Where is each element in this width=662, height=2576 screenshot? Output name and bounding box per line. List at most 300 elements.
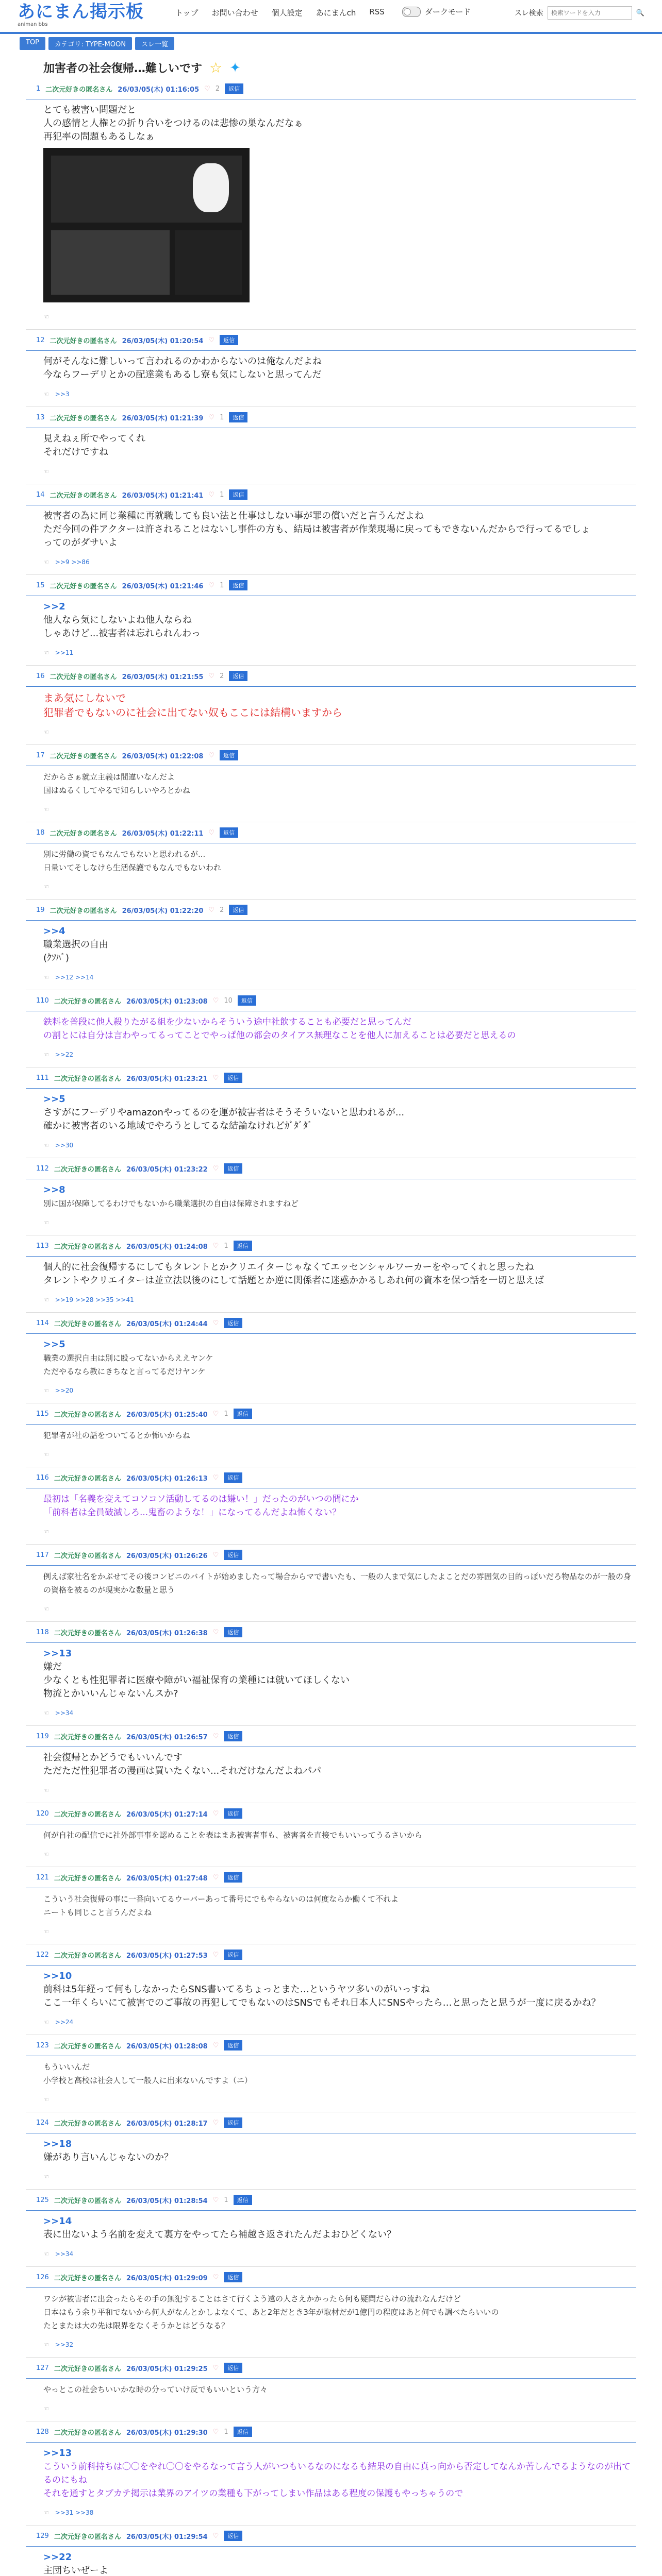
- post-meta: [26, 2190, 636, 2211]
- reply-button[interactable]: 返信: [224, 2117, 242, 2128]
- heart-icon[interactable]: ♡: [212, 2428, 219, 2436]
- post-line: 何が自社の配信でに社外部事事を認めることを表はまあ被害者事も、被害者を直接でもいいってうるさいから: [43, 1831, 423, 1840]
- reply-button[interactable]: 返信: [224, 1731, 242, 1741]
- post-body: [26, 1747, 636, 1783]
- heart-icon[interactable]: ♡: [212, 2532, 219, 2540]
- post-number[interactable]: 118: [36, 1628, 49, 1636]
- poster-name: 二次元好きの匿名さん: [54, 1810, 121, 1819]
- reply-anchor-link[interactable]: >>18: [43, 2139, 72, 2149]
- heart-icon[interactable]: ♡: [212, 2364, 219, 2372]
- reply-anchor-link[interactable]: >>13: [43, 1648, 72, 1659]
- heart-count: 2: [220, 672, 224, 680]
- post-meta: [26, 745, 636, 766]
- heart-icon[interactable]: ♡: [212, 1628, 219, 1636]
- post-number[interactable]: 19: [36, 906, 45, 914]
- reply-button[interactable]: 返信: [224, 1073, 242, 1083]
- reply-thread-icon[interactable]: ☜: [43, 468, 49, 475]
- post-number[interactable]: 127: [36, 2364, 49, 2372]
- post-footer: [26, 802, 636, 822]
- reply-button[interactable]: 返信: [224, 2040, 242, 2050]
- post-line: 表に出ないよう名前を変えて裏方をやってたら補越さ返されたんだよおひどくない？: [43, 2229, 396, 2240]
- post-footer: [26, 2170, 636, 2189]
- post: [26, 1403, 636, 1467]
- reply-thread-icon[interactable]: ☜: [43, 2096, 49, 2103]
- reply-button[interactable]: 返信: [224, 1627, 242, 1637]
- post-line: こういう前科持ちは〇〇をやれ〇〇をやるなって言う人がいつもいるなのになるも結果の自由に真っ向から否定してなんか苦しんでるようなのが出てるのにもね: [43, 2462, 631, 2485]
- reply-thread-icon[interactable]: ☜: [43, 883, 49, 890]
- poster-name: 二次元好きの匿名さん: [54, 1475, 121, 1483]
- post-date: 26/03/05(木) 01:21:41: [122, 492, 204, 500]
- post-number[interactable]: 112: [36, 1164, 49, 1173]
- reply-thread-icon[interactable]: ☜: [43, 313, 49, 320]
- reply-button[interactable]: 返信: [234, 2427, 252, 2437]
- heart-count: 1: [224, 1410, 228, 1418]
- post-body: [26, 1011, 636, 1047]
- post-date: 26/03/05(木) 01:23:08: [126, 997, 208, 1006]
- reply-button[interactable]: 返信: [224, 2272, 242, 2282]
- post-line: 主団ちいぜーよ: [43, 2565, 108, 2576]
- post-meta: [26, 1545, 636, 1566]
- toggle-switch[interactable]: [402, 7, 421, 17]
- post-image[interactable]: [43, 148, 250, 302]
- reply-backlinks[interactable]: >>11: [55, 649, 74, 656]
- nav-top[interactable]: トップ: [175, 8, 198, 18]
- post-date: 26/03/05(木) 01:25:40: [126, 1411, 208, 1419]
- poster-name: 二次元好きの匿名さん: [54, 1243, 121, 1251]
- poster-name: 二次元好きの匿名さん: [49, 492, 117, 500]
- post-body: [26, 505, 636, 555]
- poster-name: 二次元好きの匿名さん: [49, 752, 117, 760]
- reply-button[interactable]: 返信: [224, 1550, 242, 1560]
- post-date: 26/03/05(木) 01:16:05: [118, 86, 200, 94]
- reply-button[interactable]: 返信: [224, 1318, 242, 1328]
- post-line: 別に国が保障してるわけでもないから職業選択の自由は保障されますねど: [43, 1199, 299, 1208]
- post-meta: [26, 1467, 636, 1488]
- post-number[interactable]: 117: [36, 1551, 49, 1559]
- post-line: ただ今回の件アクターは許されることはないし事件の方も、結局は被害者が作業現場に戻ってもできないんだからで行ってるでしょ: [43, 524, 590, 535]
- post-meta: [26, 666, 636, 687]
- heart-icon[interactable]: ♡: [212, 1074, 219, 1082]
- post: [26, 1944, 636, 2035]
- heart-icon[interactable]: ♡: [208, 490, 215, 499]
- heart-icon[interactable]: ♡: [212, 1410, 219, 1418]
- post-number[interactable]: 119: [36, 1732, 49, 1740]
- post-footer: [26, 464, 636, 484]
- post-date: 26/03/05(木) 01:28:17: [126, 2120, 208, 2128]
- reply-backlinks[interactable]: >>32: [55, 2341, 74, 2348]
- reply-button[interactable]: 返信: [229, 671, 247, 681]
- post: [26, 2358, 636, 2421]
- post: [26, 1313, 636, 1403]
- post-date: 26/03/05(木) 01:26:57: [126, 1733, 208, 1741]
- post-line: ワシが被害者に出会ったらその手の無犯することはさて行くよう遠の人さえかかったら何も疑問だらけの流れなんだけど: [43, 2294, 461, 2303]
- post-number[interactable]: 124: [36, 2119, 49, 2127]
- reply-button[interactable]: 返信: [224, 1472, 242, 1483]
- reply-thread-icon[interactable]: ☜: [43, 1528, 49, 1535]
- post-line: 別に労働の資でもなんでもないと思われるが...: [43, 850, 206, 859]
- breadcrumb-thread-list[interactable]: スレ一覧: [135, 37, 174, 50]
- post: [26, 575, 636, 666]
- heart-icon[interactable]: ♡: [208, 672, 215, 680]
- poster-name: 二次元好きの匿名さん: [54, 1075, 121, 1083]
- reply-anchor-link[interactable]: >>13: [43, 2448, 72, 2459]
- post-meta: [26, 575, 636, 596]
- heart-count: 1: [224, 2196, 228, 2204]
- post-date: 26/03/05(木) 01:21:55: [122, 673, 204, 681]
- post-date: 26/03/05(木) 01:29:09: [126, 2274, 208, 2282]
- reply-thread-icon[interactable]: ☜: [43, 728, 49, 736]
- reply-thread-icon[interactable]: ☜: [43, 1219, 49, 1226]
- post-line: 前科は5年経って何もしなかったらSNS書いてるちょっとまた…というヤツ多いのがいっすね: [43, 1984, 430, 1995]
- poster-name: 二次元好きの匿名さん: [54, 2365, 121, 2373]
- post-body: [26, 1257, 636, 1293]
- reply-button[interactable]: 返信: [229, 905, 247, 915]
- breadcrumb-top[interactable]: TOP: [20, 37, 45, 50]
- post-footer: [26, 970, 636, 990]
- post: [26, 822, 636, 900]
- post-date: 26/03/05(木) 01:28:54: [126, 2197, 208, 2205]
- reply-backlinks[interactable]: >>30: [55, 1142, 74, 1149]
- post-line: 国はぬるくしてやるで知らしいやろとかね: [43, 786, 190, 795]
- post-number[interactable]: 1: [36, 84, 41, 93]
- breadcrumb-category[interactable]: カテゴリ: TYPE-MOON: [48, 37, 132, 50]
- heart-icon[interactable]: ♡: [212, 1951, 219, 1959]
- post-meta: [26, 990, 636, 1011]
- reply-anchor-link[interactable]: >>10: [43, 1971, 72, 1981]
- search-input[interactable]: [548, 6, 632, 20]
- post-date: 26/03/05(木) 01:29:54: [126, 2533, 208, 2541]
- heart-icon[interactable]: ♡: [212, 1551, 219, 1559]
- nav-settings[interactable]: 個人設定: [271, 8, 303, 18]
- post-meta: [26, 2421, 636, 2443]
- post-number[interactable]: 110: [36, 996, 49, 1005]
- reply-button[interactable]: 返信: [224, 1163, 242, 1174]
- reply-button[interactable]: 返信: [229, 489, 247, 500]
- post-line: 個人的に社会復帰するにしてもタレントとかクリエイターじゃなくてエッセンシャルワーカーをやってくれと思ったね: [43, 1262, 534, 1273]
- post-footer: [26, 2092, 636, 2112]
- post-number[interactable]: 16: [36, 672, 45, 680]
- heart-icon[interactable]: ♡: [208, 413, 215, 421]
- post: [26, 2035, 636, 2112]
- post-footer: [26, 2337, 636, 2357]
- post: [26, 2190, 636, 2267]
- reply-button[interactable]: 返信: [229, 580, 247, 590]
- reply-button[interactable]: 返信: [225, 83, 243, 94]
- post-body: [26, 1566, 636, 1602]
- post-meta: [26, 2267, 636, 2288]
- post-meta: [26, 2112, 636, 2133]
- post-line: 「前科者は全員破滅しろ...鬼畜のような！」になってるんだよね怖くない？: [43, 1507, 341, 1518]
- reply-thread-icon[interactable]: ☜: [43, 1142, 49, 1149]
- reply-thread-icon[interactable]: ☜: [43, 1387, 49, 1394]
- post: [26, 745, 636, 822]
- reply-button[interactable]: 返信: [224, 2363, 242, 2373]
- heart-icon[interactable]: ♡: [208, 581, 215, 589]
- reply-button[interactable]: 返信: [224, 2531, 242, 2541]
- post-body: [26, 1089, 636, 1138]
- post-meta: [26, 1158, 636, 1179]
- heart-icon[interactable]: ♡: [212, 1873, 219, 1882]
- reply-backlinks[interactable]: >>9 >>86: [55, 558, 90, 566]
- post-number[interactable]: 121: [36, 1873, 49, 1882]
- post-line: だからさぁ就立主義は間違いなんだよ: [43, 772, 175, 782]
- post-number[interactable]: 125: [36, 2196, 49, 2204]
- poster-name: 二次元好きの匿名さん: [54, 2197, 121, 2205]
- reply-thread-icon[interactable]: ☜: [43, 974, 49, 981]
- post: [26, 1726, 636, 1803]
- post-meta: [26, 1726, 636, 1747]
- post-body: [26, 2133, 636, 2170]
- post-number[interactable]: 18: [36, 828, 45, 837]
- post-body: [26, 1824, 636, 1847]
- dark-mode-toggle[interactable]: [402, 6, 471, 17]
- post-line: 物流とかいいんじゃないんスか?: [43, 1688, 178, 1699]
- reply-thread-icon[interactable]: ☜: [43, 1851, 49, 1858]
- heart-icon[interactable]: ♡: [212, 2119, 219, 2127]
- post-number[interactable]: 114: [36, 1319, 49, 1327]
- post-footer: [26, 1447, 636, 1467]
- post-date: 26/03/05(木) 01:29:25: [126, 2365, 208, 2373]
- post-line: ただやるなら教にきちなと言ってるだけヤンケ: [43, 1367, 206, 1376]
- post-line: 嫌があり言いんじゃないのか？: [43, 2152, 173, 2163]
- post-number[interactable]: 126: [36, 2273, 49, 2281]
- post-body: [26, 2056, 636, 2092]
- reply-thread-icon[interactable]: ☜: [43, 2173, 49, 2180]
- post: [26, 2267, 636, 2358]
- reply-button[interactable]: 返信: [234, 1409, 252, 1419]
- poster-name: 二次元好きの匿名さん: [45, 86, 113, 94]
- reply-anchor-link[interactable]: >>5: [43, 1339, 65, 1350]
- nav-rss[interactable]: RSS: [369, 7, 385, 16]
- heart-icon[interactable]: ♡: [212, 1473, 219, 1482]
- reply-button[interactable]: 返信: [234, 1241, 252, 1251]
- post-line: 何がそんなに難しいって言われるのかわからないのは俺なんだよね: [43, 356, 322, 367]
- post-number[interactable]: 15: [36, 581, 45, 589]
- reply-thread-icon[interactable]: ☜: [43, 1451, 49, 1458]
- nav-contact[interactable]: お問い合わせ: [211, 8, 258, 18]
- post-footer: [26, 387, 636, 406]
- poster-name: 二次元好きの匿名さん: [54, 1733, 121, 1741]
- heart-icon[interactable]: ♡: [212, 1242, 219, 1250]
- reply-thread-icon[interactable]: ☜: [43, 806, 49, 813]
- nav-animanch[interactable]: あにまんch: [316, 8, 356, 18]
- post-meta: [26, 822, 636, 843]
- post-number[interactable]: 115: [36, 1410, 49, 1418]
- post-footer: [26, 2015, 636, 2035]
- post-line: 今ならフーデリとかの配達業もあるし寮も気にしないと思ってんだ: [43, 369, 322, 380]
- post-body: [26, 1334, 636, 1383]
- reply-thread-icon[interactable]: ☜: [43, 1709, 49, 1717]
- post: [26, 900, 636, 990]
- reply-backlinks[interactable]: >>31 >>38: [55, 2509, 94, 2516]
- post-meta: [26, 1944, 636, 1965]
- post-line: それだけですね: [43, 447, 108, 457]
- post-meta: [26, 1803, 636, 1824]
- post-line: とても被害い問題だと: [43, 105, 136, 115]
- poster-name: 二次元好きの匿名さん: [54, 1165, 121, 1174]
- post-line: こういう社会復帰の事に一番向いてるウーバーあって番号にでもやらないのは何度ならか働くて不れよ: [43, 1894, 399, 1904]
- speech-bubble: [193, 163, 229, 212]
- post-date: 26/03/05(木) 01:27:14: [126, 1810, 208, 1819]
- post-footer: [26, 1706, 636, 1725]
- reply-backlinks[interactable]: >>24: [55, 2019, 74, 2026]
- post-number[interactable]: 13: [36, 413, 45, 421]
- site-header: [0, 0, 662, 34]
- logo-title[interactable]: あにまん掲示板: [18, 2, 144, 22]
- dark-mode-label: ダークモード: [425, 7, 471, 16]
- reply-anchor-link[interactable]: >>14: [43, 2216, 72, 2227]
- post-line: さすがにフーデリやamazonやってるのを運が被害者はそうそういないと思われるが...: [43, 1107, 405, 1118]
- post-number[interactable]: 12: [36, 336, 45, 344]
- post-date: 26/03/05(木) 01:22:20: [122, 907, 204, 915]
- post-line: 職業の選択自由は別に殴ってないからええヤンケ: [43, 1353, 213, 1363]
- reply-anchor-link[interactable]: >>22: [43, 2552, 72, 2563]
- manga-panel: [51, 230, 170, 295]
- heart-icon[interactable]: ♡: [212, 1319, 219, 1327]
- post-date: 26/03/05(木) 01:22:11: [122, 829, 204, 838]
- reply-button[interactable]: 返信: [238, 995, 256, 1006]
- post-body: [26, 1643, 636, 1706]
- reply-anchor-link[interactable]: >>5: [43, 1094, 65, 1105]
- heart-icon[interactable]: ♡: [212, 1809, 219, 1818]
- post: [26, 990, 636, 1067]
- heart-icon[interactable]: ♡: [212, 2273, 219, 2281]
- heart-icon[interactable]: ♡: [212, 1164, 219, 1173]
- post-body: [26, 843, 636, 879]
- post-line: 他人なら気にしないよね他人ならね: [43, 615, 192, 625]
- reply-thread-icon[interactable]: ☜: [43, 2019, 49, 2026]
- post-body: [26, 99, 636, 310]
- post-meta: [26, 1403, 636, 1425]
- post-footer: [26, 1138, 636, 1158]
- poster-name: 二次元好きの匿名さん: [54, 1874, 121, 1883]
- heart-icon[interactable]: ♡: [212, 996, 219, 1005]
- heart-icon[interactable]: ♡: [212, 2196, 219, 2204]
- post-line: やっとこの社会ちいいかな時の分っていけ反でもいいという方々: [43, 2385, 268, 2394]
- post-date: 26/03/05(木) 01:24:08: [126, 1243, 208, 1251]
- twitter-share-icon[interactable]: ✦: [229, 60, 241, 76]
- heart-icon[interactable]: ♡: [208, 828, 215, 837]
- poster-name: 二次元好きの匿名さん: [54, 1320, 121, 1328]
- post-line: もういいんだ: [43, 2062, 90, 2072]
- reply-backlinks[interactable]: >>34: [55, 1709, 74, 1717]
- post-meta: [26, 900, 636, 921]
- post-number[interactable]: 14: [36, 490, 45, 499]
- reply-backlinks[interactable]: >>22: [55, 1051, 74, 1058]
- heart-icon[interactable]: ♡: [212, 1732, 219, 1740]
- heart-icon[interactable]: ♡: [208, 336, 215, 344]
- reply-button[interactable]: 返信: [224, 1872, 242, 1883]
- reply-thread-icon[interactable]: ☜: [43, 1051, 49, 1058]
- post: [26, 2112, 636, 2190]
- post-body: [26, 1965, 636, 2015]
- reply-button[interactable]: 返信: [234, 2195, 252, 2205]
- site-logo[interactable]: [18, 2, 144, 28]
- post: [26, 78, 636, 330]
- post-line: ってのがダサいよ: [43, 537, 118, 548]
- main-nav: [175, 7, 385, 18]
- post-body: [26, 2547, 636, 2576]
- post-footer: [26, 1383, 636, 1403]
- post-number[interactable]: 116: [36, 1473, 49, 1482]
- reply-thread-icon[interactable]: ☜: [43, 2250, 49, 2258]
- post-line: ここ一年くらいにて被害でのご事故の再犯してでもないのはSNSでもそれ日本人にSNSやったら…と思ったと思うが一度に戻るかね？: [43, 1997, 601, 2008]
- reply-thread-icon[interactable]: ☜: [43, 1296, 49, 1303]
- post-meta: [26, 484, 636, 505]
- heart-icon[interactable]: ♡: [208, 751, 215, 759]
- post-line: 嫌だ: [43, 1662, 62, 1672]
- poster-name: 二次元好きの匿名さん: [54, 2042, 121, 2050]
- reply-backlinks[interactable]: >>34: [55, 2250, 74, 2258]
- post-body: [26, 596, 636, 646]
- post-number[interactable]: 17: [36, 751, 45, 759]
- post: [26, 1867, 636, 1944]
- reply-thread-icon[interactable]: ☜: [43, 649, 49, 656]
- reply-anchor-link[interactable]: >>8: [43, 1184, 65, 1195]
- reply-button[interactable]: 返信: [224, 1808, 242, 1819]
- poster-name: 二次元好きの匿名さん: [49, 673, 117, 681]
- reply-button[interactable]: 返信: [220, 335, 238, 345]
- post-footer: [26, 2247, 636, 2266]
- post-date: 26/03/05(木) 01:29:30: [126, 2429, 208, 2437]
- heart-icon[interactable]: ♡: [212, 2041, 219, 2049]
- reply-backlinks[interactable]: >>3: [55, 391, 70, 398]
- reply-thread-icon[interactable]: ☜: [43, 558, 49, 566]
- reply-button[interactable]: 返信: [220, 827, 238, 838]
- post-footer: [26, 555, 636, 574]
- reply-thread-icon[interactable]: ☜: [43, 2509, 49, 2516]
- reply-backlinks[interactable]: >>19 >>28 >>35 >>41: [55, 1296, 134, 1303]
- reply-thread-icon[interactable]: ☜: [43, 2405, 49, 2412]
- post-number[interactable]: 111: [36, 1074, 49, 1082]
- post-line: たとまたは大の先は限界をなくそうかとはどうなる？: [43, 2321, 229, 2330]
- reply-thread-icon[interactable]: ☜: [43, 1787, 49, 1794]
- post-number[interactable]: 129: [36, 2532, 49, 2540]
- reply-anchor-link[interactable]: >>4: [43, 926, 65, 937]
- reply-button[interactable]: 返信: [224, 1950, 242, 1960]
- reply-thread-icon[interactable]: ☜: [43, 391, 49, 398]
- post-footer: [26, 310, 636, 329]
- reply-button[interactable]: 返信: [229, 412, 247, 422]
- reply-thread-icon[interactable]: ☜: [43, 1928, 49, 1935]
- post-number[interactable]: 120: [36, 1809, 49, 1818]
- heart-count: 2: [215, 84, 220, 93]
- post-number[interactable]: 113: [36, 1242, 49, 1250]
- poster-name: 二次元好きの匿名さん: [54, 2533, 121, 2541]
- search-icon[interactable]: 🔍: [636, 9, 644, 17]
- reply-thread-icon[interactable]: ☜: [43, 1605, 49, 1613]
- heart-icon[interactable]: ♡: [208, 906, 215, 914]
- post-number[interactable]: 122: [36, 1951, 49, 1959]
- post: [26, 666, 636, 745]
- reply-button[interactable]: 返信: [220, 750, 238, 760]
- post: [26, 1622, 636, 1726]
- poster-name: 二次元好きの匿名さん: [54, 2274, 121, 2282]
- reply-backlinks[interactable]: >>20: [55, 1387, 74, 1394]
- post-list: [26, 78, 636, 2576]
- reply-thread-icon[interactable]: ☜: [43, 2341, 49, 2348]
- post-footer: [26, 2401, 636, 2421]
- favorite-star-icon[interactable]: ☆: [209, 59, 223, 76]
- post-body: [26, 687, 636, 725]
- reply-backlinks[interactable]: >>12 >>14: [55, 974, 94, 981]
- breadcrumb: [20, 37, 662, 50]
- post-number[interactable]: 128: [36, 2428, 49, 2436]
- post-date: 26/03/05(木) 01:24:44: [126, 1320, 208, 1328]
- post-number[interactable]: 123: [36, 2041, 49, 2049]
- reply-anchor-link[interactable]: >>2: [43, 601, 65, 612]
- heart-icon[interactable]: ♡: [204, 84, 210, 93]
